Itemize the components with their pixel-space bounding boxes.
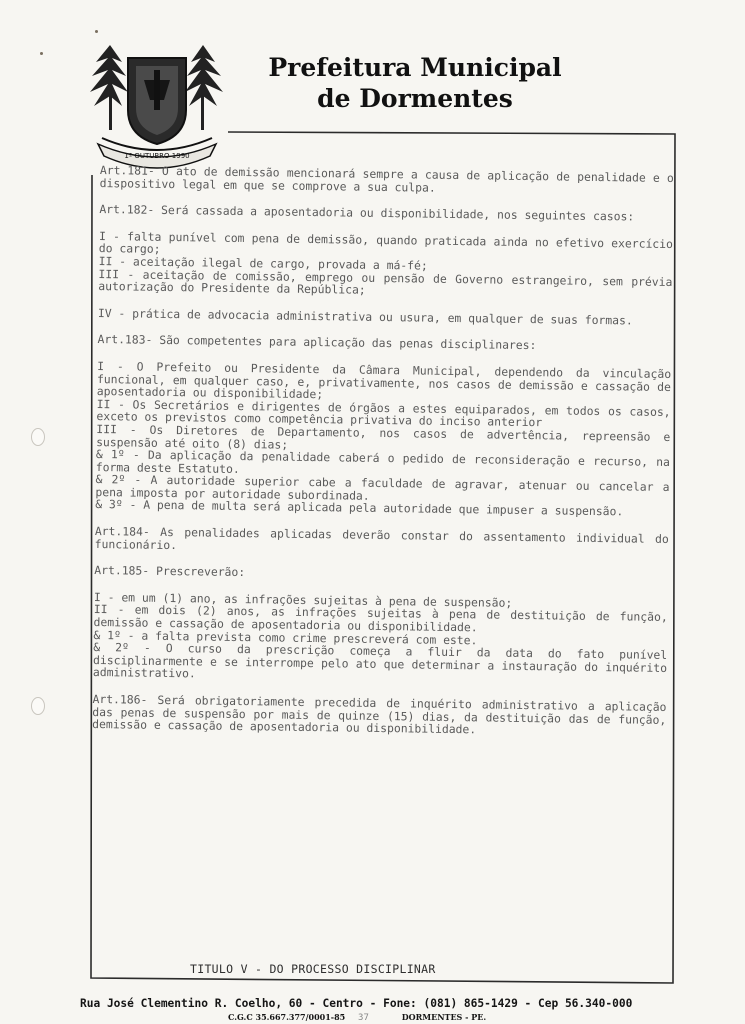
punch-hole-top — [31, 428, 45, 446]
letterhead-title-line2: de Dormentes — [317, 84, 513, 113]
palm-tree-left-icon — [90, 45, 128, 130]
crest-ribbon-text: 1º OUTUBRO 1990 — [124, 152, 190, 160]
page-number: 37 — [358, 1013, 369, 1023]
paragraph-art-182-item-iv: IV - prática de advocacia administrativa ou usura, em qualquer de suas formas. — [97, 305, 633, 328]
footer-address: Rua José Clementino R. Coelho, 60 - Centro - Fone: (081) 865-1429 - Cep 56.340-000 — [80, 997, 633, 1010]
section-title: TITULO V - DO PROCESSO DISCIPLINAR — [190, 962, 436, 976]
paper-speck — [40, 52, 43, 55]
paragraph-art-186: Art.186- Será obrigatoriamente precedida de inquérito administrativo a aplicação das penas de suspensão por mais de quinze (15) dias, da destituição das de função, demissão e cassação de aposentadoria ou disponibilidade. — [92, 691, 674, 737]
paragraph-art-184: Art.184- As penalidades aplicadas deverão constar do assentamento individual do funcionário. — [94, 524, 676, 552]
paragraph-art-181: Art.181- O ato de demissão mencionará sempre a causa de aplicação de penalidade e o dispositivo legal em que se comprove a sua culpa. — [99, 163, 681, 195]
letterhead-title — [230, 52, 600, 114]
punch-hole-bottom — [31, 697, 45, 715]
footer-cgc: C.G.C 35.667.377/0001-85 — [228, 1012, 346, 1022]
paragraph-art-183: Art.183- São competentes para aplicação das penas disciplinares: — [97, 332, 537, 353]
letterhead-title-line1: Prefeitura Municipal — [268, 53, 562, 82]
palm-tree-right-icon — [185, 45, 223, 130]
document-body — [92, 163, 681, 753]
paper-speck — [95, 30, 98, 33]
footer-registration — [228, 1012, 548, 1023]
footer-city: DORMENTES - PE. — [401, 1012, 487, 1022]
paragraph-art-185-items: I - em um (1) ano, as infrações sujeitas à pena de suspensão; II - em dois (2) anos, as infrações sujeitas à pena de destituição de função, demissão e cassação de aposentadoria ou disponibilidade. & 1º - a falta prevista como crime prescreverá com este. & 2º - O curso da prescrição começa a fluir da data do fato punível disciplinarmente e se interrompe pelo ato que determinar a instauração do inquérito administrativo. — [92, 589, 675, 681]
paragraph-art-182-items: I - falta punível com pena de demissão, quando praticada ainda no efetivo exercício do cargo; II - aceitação ilegal de cargo, provada a má-fé; III - aceitação de comissão, emprego ou pensão de Governo estrangeiro, sem prévia autorização do Presidente da República; — [98, 228, 680, 297]
paragraph-art-185: Art.185- Prescreverão: — [94, 563, 246, 580]
paragraph-art-183-items: I - O Prefeito ou Presidente da Câmara Municipal, dependendo da vinculação funcional, em qualquer caso, e, privativamente, nos casos de demissão e cassação de aposentadoria ou disponibilidade; II - Os Secretários e dirigentes de órgãos a estes equiparados, em todos os casos, exceto os previstos como competência privativa do inciso anterior III - Os Diretores de Departamento, nos casos de advertência, repreensão e suspensão até oito (8) dias; & 1º - Da aplicação da penalidade caberá o pedido de reconsideração e recurso, na forma deste Estatuto. & 2º - A autoridade superior cabe a faculdade de agravar, atenuar ou cancelar a pena imposta por autoridade subordinada. & 3º - A pena de multa será aplicada pela autoridade que impuser a suspensão. — [95, 358, 679, 519]
paragraph-art-182: Art.182- Será cassada a aposentadoria ou disponibilidade, nos seguintes casos: — [99, 202, 635, 224]
